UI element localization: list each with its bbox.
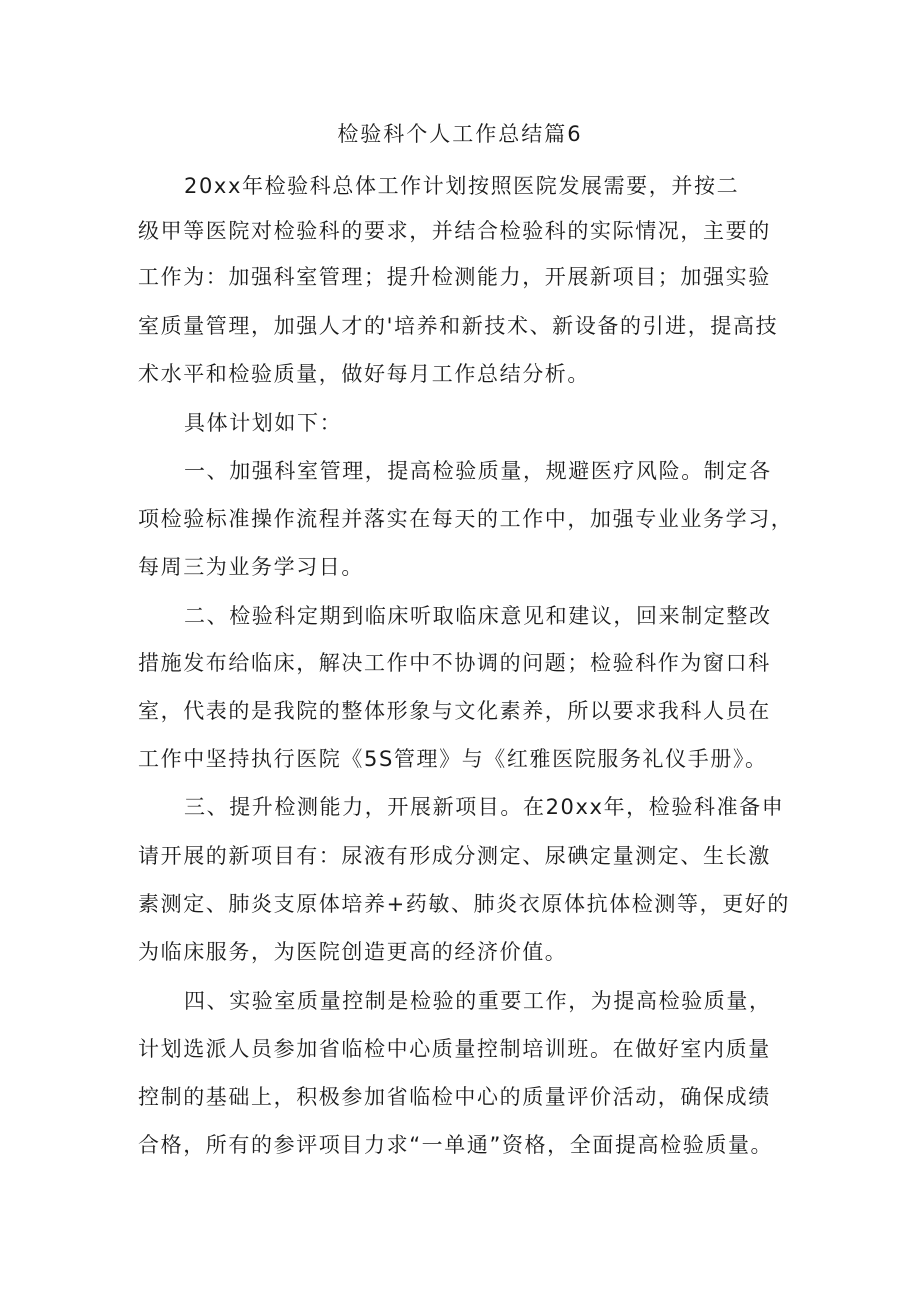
paragraph-1-line-1: 20xx年检验科总体工作计划按照医院发展需要，并按二: [184, 174, 740, 198]
paragraph-6-line-1: 四、实验室质量控制是检验的重要工作，为提高检验质量，: [184, 989, 772, 1013]
paragraph-4-line-4: 工作中坚持执行医院《5S管理》与《红雅医院服务礼仪手册》。: [138, 747, 768, 771]
paragraph-4-line-2: 措施发布给临床，解决工作中不协调的问题；检验科作为窗口科: [138, 651, 771, 675]
paragraph-3-line-1: 一、加强科室管理，提高检验质量，规避医疗风险。制定各: [184, 459, 772, 483]
paragraph-3-line-3: 每周三为业务学习日。: [138, 555, 364, 579]
paragraph-1-line-2: 级甲等医院对检验科的要求，并结合检验科的实际情况，主要的: [138, 219, 771, 243]
paragraph-6-line-2: 计划选派人员参加省临检中心质量控制培训班。在做好室内质量: [138, 1037, 771, 1061]
paragraph-5-line-4: 为临床服务，为医院创造更高的经济价值。: [138, 940, 568, 964]
paragraph-1-line-5: 术水平和检验质量，做好每月工作总结分析。: [138, 362, 590, 386]
paragraph-5-line-3: 素测定、肺炎支原体培养+药敏、肺炎衣原体抗体检测等，更好的: [138, 892, 790, 916]
paragraph-3-line-2: 项检验标准操作流程并落实在每天的工作中，加强专业业务学习，: [138, 507, 794, 531]
paragraph-1-line-3: 工作为：加强科室管理；提升检测能力，开展新项目；加强实验: [138, 265, 771, 289]
paragraph-5-line-2: 请开展的新项目有：尿液有形成分测定、尿碘定量测定、生长激: [138, 844, 771, 868]
document-title: 检验科个人工作总结篇6: [337, 122, 583, 146]
paragraph-2-line-1: 具体计划如下：: [184, 411, 343, 435]
paragraph-6-line-3: 控制的基础上，积极参加省临检中心的质量评价活动，确保成绩: [138, 1085, 771, 1109]
paragraph-6-line-4: 合格，所有的参评项目力求“一单通”资格，全面提高检验质量。: [138, 1133, 774, 1157]
paragraph-1-line-4: 室质量管理，加强人才的'培养和新技术、新设备的引进，提高技: [138, 314, 779, 338]
paragraph-4-line-3: 室，代表的是我院的整体形象与文化素养，所以要求我科人员在: [138, 699, 771, 723]
paragraph-5-line-1: 三、提升检测能力，开展新项目。在20xx年，检验科准备申: [184, 795, 785, 819]
paragraph-4-line-1: 二、检验科定期到临床听取临床意见和建议，回来制定整改: [184, 604, 772, 628]
